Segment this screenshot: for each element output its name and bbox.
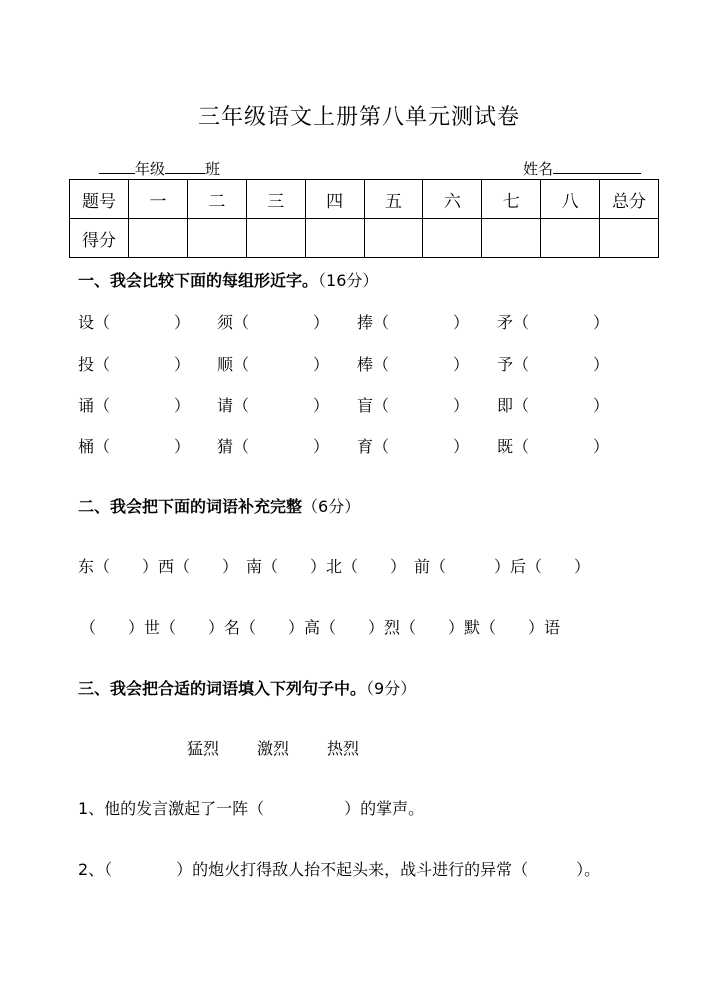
section1-item[interactable]: 育（ ）: [357, 437, 470, 456]
section1-item[interactable]: 捧（ ）: [357, 313, 470, 332]
score-header-cell: 四: [305, 180, 364, 219]
score-header-cell: 七: [482, 180, 541, 219]
score-cell[interactable]: [364, 219, 423, 258]
section1-item[interactable]: 即（ ）: [497, 396, 610, 415]
section1-item[interactable]: 棒（ ）: [357, 355, 470, 374]
name-line: [523, 158, 641, 179]
section3-question-1[interactable]: 1、他的发言激起了一阵（ ）的掌声。: [78, 799, 425, 818]
score-header-cell: 题号: [70, 180, 129, 219]
section1-item[interactable]: 须（ ）: [217, 313, 330, 332]
word-bank: [187, 736, 397, 759]
score-cell[interactable]: [482, 219, 541, 258]
score-header-cell: 三: [246, 180, 305, 219]
score-header-cell: 六: [423, 180, 482, 219]
word-bank-item: 激烈: [257, 739, 290, 758]
score-header-cell: 总分: [600, 180, 659, 219]
section3-question-2[interactable]: 2、（ ）的炮火打得敌人抬不起头来，战斗进行的异常（ ）。: [78, 860, 601, 879]
grade-class-line: [99, 158, 220, 179]
score-cell[interactable]: [600, 219, 659, 258]
section1-item[interactable]: 设（ ）: [78, 313, 191, 332]
class-blank[interactable]: [165, 159, 205, 174]
score-cell[interactable]: [246, 219, 305, 258]
section1-item[interactable]: 猜（ ）: [217, 437, 330, 456]
grade-label: 年级: [135, 160, 166, 178]
score-header-cell: 五: [364, 180, 423, 219]
section1-points: （16分）: [318, 271, 379, 290]
section2-line1[interactable]: 东（ ）西（ ） 南（ ）北（ ） 前（ ）后（ ）: [78, 557, 591, 576]
section2-heading: [78, 494, 360, 517]
section1-item[interactable]: 诵（ ）: [78, 396, 191, 415]
score-cell[interactable]: [423, 219, 482, 258]
score-row-label: 得分: [70, 219, 129, 258]
name-blank[interactable]: [553, 159, 641, 174]
score-table: [69, 179, 659, 258]
section1-item[interactable]: 顺（ ）: [217, 355, 330, 374]
class-label: 班: [205, 160, 221, 178]
score-table-header-row: [70, 180, 659, 219]
score-header-cell: 二: [187, 180, 246, 219]
section3-heading-text: 三、我会把合适的词语填入下列句子中。: [78, 679, 367, 698]
page-title: 三年级语文上册第八单元测试卷: [197, 105, 520, 130]
score-header-cell: 八: [541, 180, 600, 219]
section1-heading: [78, 268, 378, 291]
score-header-cell: 一: [129, 180, 188, 219]
section1-item[interactable]: 桶（ ）: [78, 437, 191, 456]
section1-item[interactable]: 矛（ ）: [497, 313, 610, 332]
section1-heading-text: 一、我会比较下面的每组形近字。: [78, 271, 319, 290]
section3-points: （9分）: [366, 679, 417, 698]
section1-item[interactable]: 盲（ ）: [357, 396, 470, 415]
name-label: 姓名: [523, 160, 554, 178]
section3-heading: [78, 676, 416, 699]
grade-blank[interactable]: [99, 159, 135, 174]
section2-points: （6分）: [302, 497, 361, 516]
score-cell[interactable]: [305, 219, 364, 258]
score-cell[interactable]: [187, 219, 246, 258]
section2-heading-text: 二、我会把下面的词语补充完整: [78, 497, 303, 516]
section1-item[interactable]: 投（ ）: [78, 355, 191, 374]
section2-line2[interactable]: （ ）世（ ）名（ ）高（ ）烈（ ）默（ ）语: [80, 618, 561, 637]
word-bank-item: 猛烈: [187, 739, 220, 758]
word-bank-item: 热烈: [327, 739, 360, 758]
score-cell[interactable]: [541, 219, 600, 258]
score-cell[interactable]: [129, 219, 188, 258]
section1-item[interactable]: 请（ ）: [217, 396, 330, 415]
score-table-score-row: [70, 219, 659, 258]
section1-item[interactable]: 予（ ）: [497, 355, 610, 374]
section1-item[interactable]: 既（ ）: [497, 437, 610, 456]
